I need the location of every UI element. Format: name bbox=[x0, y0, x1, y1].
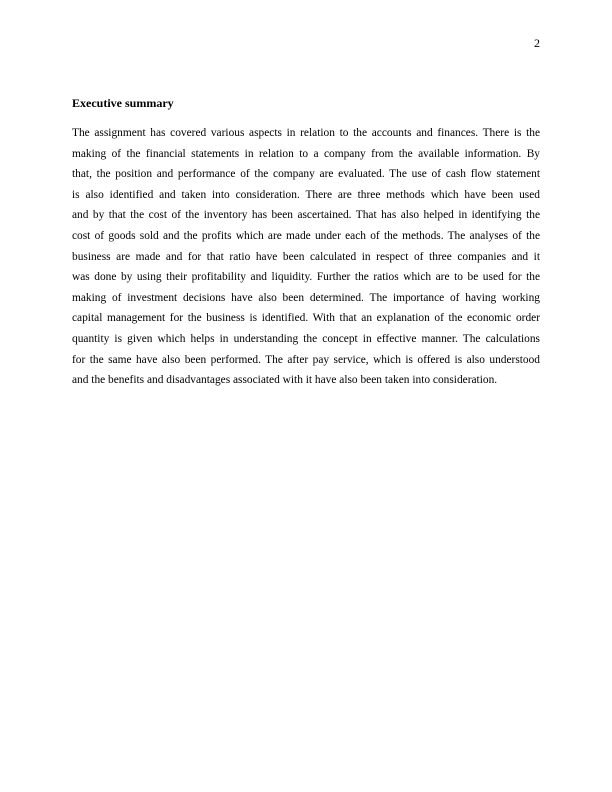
paragraph-line: and by that the cost of the inventory has been ascertained. That has also helped in identifying the bbox=[72, 209, 540, 222]
summary-paragraph bbox=[72, 123, 540, 391]
paragraph-line: is also identified and taken into consideration. There are three methods which have been used bbox=[72, 188, 540, 201]
paragraph-line: quantity is given which helps in understanding the concept in effective manner. The calculations bbox=[72, 332, 540, 345]
paragraph-line: business are made and for that ratio have been calculated in respect of three companies and it bbox=[72, 250, 540, 263]
paragraph-line: and the benefits and disadvantages associated with it have also been taken into consideration. bbox=[72, 374, 498, 387]
section-heading: Executive summary bbox=[72, 96, 174, 110]
paragraph-line: capital management for the business is identified. With that an explanation of the economic order bbox=[72, 312, 540, 325]
paragraph-line: was done by using their profitability and liquidity. Further the ratios which are to be used for the bbox=[72, 271, 540, 284]
paragraph-line: for the same have also been performed. The after pay service, which is offered is also understood bbox=[72, 353, 540, 366]
paragraph-line: that, the position and performance of the company are evaluated. The use of cash flow statement bbox=[72, 168, 540, 181]
paragraph-line: cost of goods sold and the profits which are made under each of the methods. The analyses of the bbox=[72, 229, 540, 242]
executive-summary-section bbox=[72, 96, 540, 391]
paragraph-line: making of the financial statements in relation to a company from the available information. By bbox=[72, 147, 540, 160]
page-number: 2 bbox=[534, 36, 540, 50]
paragraph-line: making of investment decisions have also been determined. The importance of having working bbox=[72, 291, 540, 304]
paragraph-line: The assignment has covered various aspects in relation to the accounts and finances. There is the bbox=[72, 127, 540, 139]
